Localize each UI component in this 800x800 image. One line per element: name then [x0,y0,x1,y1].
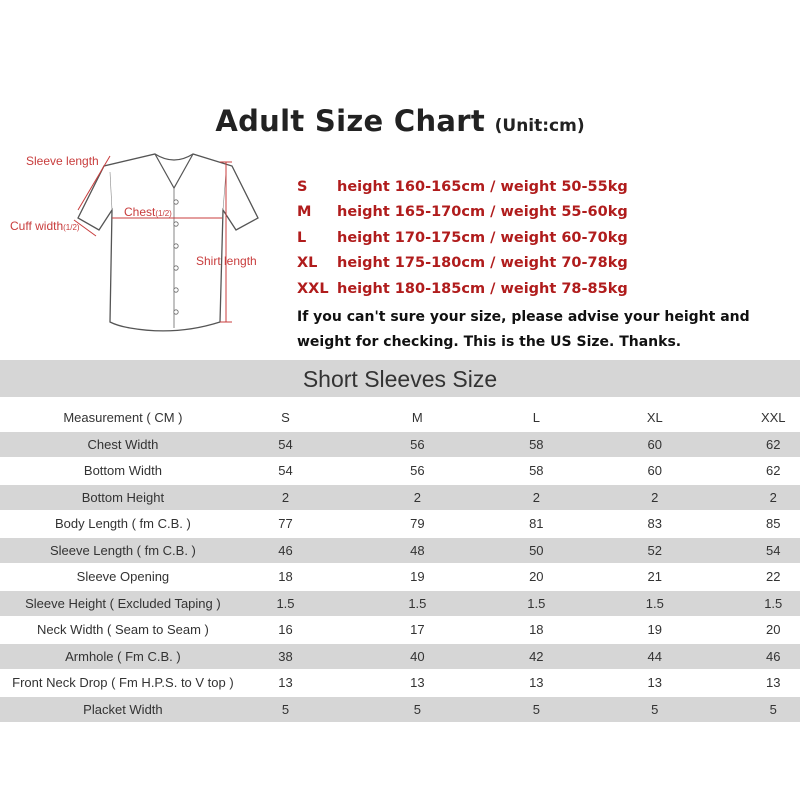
value-cell: 79 [410,516,425,532]
cuff-width-label: Cuff width(1/2) [10,219,80,233]
value-cell: 83 [647,516,662,532]
size-code: L [297,229,307,246]
advice-line-1: If you can't sure your size, please advise your height and [297,309,750,325]
table-row [0,591,800,618]
value-cell: 62 [766,436,781,452]
table-row [0,538,800,565]
measurement-cell: Bottom Height [81,489,165,505]
table-row [0,511,800,538]
measurement-cell: Bottom Width [83,463,162,479]
value-cell: 18 [278,569,293,585]
measurement-cell: Sleeve Height ( Excluded Taping ) [25,595,221,611]
value-cell: 1.5 [276,595,295,611]
value-cell: 1.5 [645,595,664,611]
value-cell: 2 [769,489,777,505]
value-cell: 5 [651,701,659,717]
table-row [0,644,800,671]
size-guide-row [297,251,797,277]
value-cell: 58 [529,463,544,479]
table-row [0,485,800,512]
value-cell: 54 [278,436,293,452]
value-cell: 5 [281,701,290,717]
chest-label: Chest(1/2) [124,205,172,219]
value-cell: 1.5 [527,595,546,611]
value-cell: 18 [529,622,544,638]
table-row [0,564,800,591]
size-code: XXL [297,280,329,297]
value-cell: 44 [647,648,662,664]
value-cell: 77 [278,516,293,532]
measurement-cell: Body Length ( fm C.B. ) [55,516,191,532]
value-cell: 13 [766,675,781,691]
size-code: M [297,204,312,221]
value-cell: 48 [410,542,425,558]
value-cell: 46 [766,648,781,664]
size-guide [297,174,797,302]
value-cell: 17 [410,622,425,638]
value-cell: 58 [529,436,544,452]
chart-title: Adult Size Chart [215,104,486,138]
value-cell: L [532,410,540,426]
value-cell: S [281,410,290,426]
value-cell: 22 [766,569,781,585]
value-cell: 16 [278,622,293,638]
shirt-length-label: Shirt length [196,254,257,268]
advice-line-2: weight for checking. This is the US Size. Thanks. [297,334,682,350]
measurement-cell: Neck Width ( Seam to Seam ) [36,622,209,638]
value-cell: 2 [413,489,421,505]
measurement-cell: Sleeve Length ( fm C.B. ) [49,542,196,558]
value-cell: 13 [278,675,293,691]
value-cell: 1.5 [764,595,783,611]
value-cell: 5 [532,701,540,717]
value-cell: 13 [410,675,425,691]
unit-label: (Unit:cm) [494,116,585,136]
value-cell: 52 [647,542,662,558]
size-code: XL [297,255,318,272]
value-cell: 19 [647,622,662,638]
value-cell: 2 [651,489,659,505]
page-title [0,104,800,138]
value-cell: 38 [278,648,293,664]
size-guide-row [297,200,797,226]
value-cell: 54 [766,542,781,558]
value-cell: 56 [410,463,425,479]
value-cell: XXL [760,410,786,426]
size-info: height 180-185cm / weight 78-85kg [337,280,628,297]
shirt-diagram [0,142,280,357]
table-row [0,617,800,644]
value-cell: 5 [769,701,777,717]
value-cell: 54 [278,463,293,479]
size-advice [297,305,797,355]
value-cell: 46 [278,542,293,558]
table-header-row [0,405,800,432]
size-info: height 160-165cm / weight 50-55kg [337,178,628,195]
value-cell: 81 [529,516,544,532]
size-table [0,405,800,723]
value-cell: 13 [647,675,662,691]
table-title: Short Sleeves Size [0,360,800,397]
value-cell: 5 [413,701,421,717]
size-info: height 165-170cm / weight 55-60kg [337,204,628,221]
table-row [0,697,800,724]
size-info: height 170-175cm / weight 60-70kg [337,229,628,246]
measurement-cell: Measurement ( CM ) [63,410,183,426]
value-cell: XL [646,410,663,426]
size-code: S [297,178,308,195]
value-cell: 2 [281,489,290,505]
value-cell: M [411,410,423,426]
measurement-cell: Armhole ( Fm C.B. ) [65,648,181,664]
jersey-body [78,154,258,331]
measurement-cell: Sleeve Opening [76,569,170,585]
value-cell: 19 [410,569,425,585]
size-guide-row [297,276,797,302]
value-cell: 1.5 [408,595,427,611]
value-cell: 21 [647,569,662,585]
table-row [0,670,800,697]
value-cell: 42 [529,648,544,664]
table-row [0,432,800,459]
measurement-cell: Placket Width [83,701,163,717]
value-cell: 62 [766,463,781,479]
measurement-cell: Chest Width [87,436,159,452]
value-cell: 20 [766,622,781,638]
sleeve-length-label: Sleeve length [26,154,99,168]
value-cell: 20 [529,569,544,585]
value-cell: 50 [529,542,544,558]
value-cell: 60 [647,463,662,479]
value-cell: 40 [410,648,425,664]
value-cell: 56 [410,436,425,452]
size-info: height 175-180cm / weight 70-78kg [337,255,628,272]
measurement-cell: Front Neck Drop ( Fm H.P.S. to V top ) [12,675,234,691]
table-row [0,458,800,485]
value-cell: 2 [532,489,540,505]
value-cell: 85 [766,516,781,532]
jersey-illustration [0,142,280,357]
size-guide-row [297,225,797,251]
value-cell: 13 [529,675,544,691]
size-guide-row [297,174,797,200]
value-cell: 60 [647,436,662,452]
